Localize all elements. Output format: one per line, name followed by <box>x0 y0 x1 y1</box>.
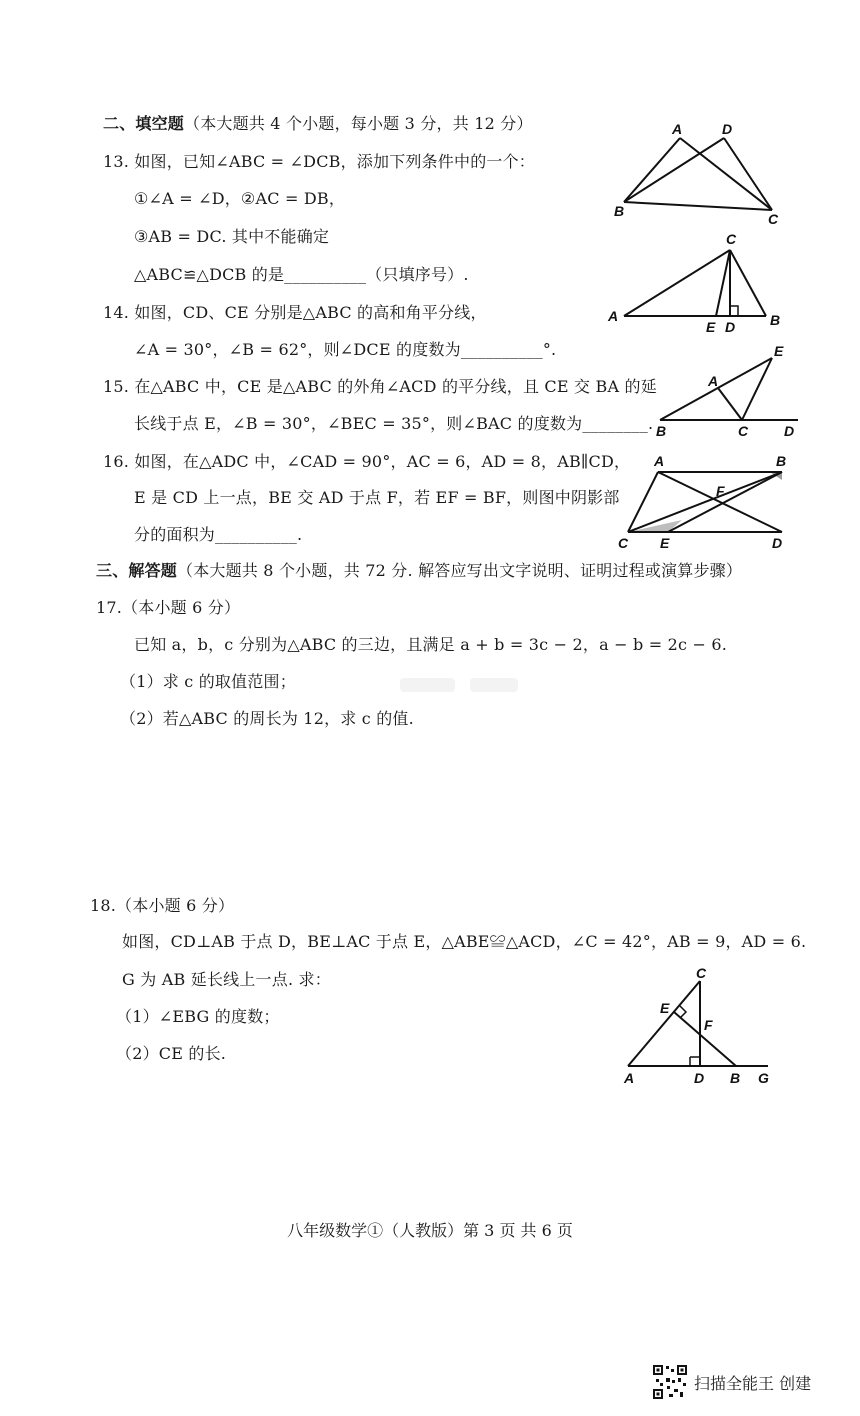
q18-stem-2: G 为 AB 延长线上一点. 求： <box>122 970 331 989</box>
qr-code-icon <box>652 1364 688 1400</box>
q17-title: 17.（本小题 6 分） <box>96 598 241 617</box>
scanner-watermark <box>652 1364 811 1400</box>
fig16-label: F <box>716 483 725 499</box>
fig16-label: A <box>654 453 665 469</box>
q16-line-3: 分的面积为__________. <box>134 525 303 544</box>
q17-stem: 已知 a，b，c 分别为△ABC 的三边，且满足 a + b = 3c − 2，a − b = 2c − 6. <box>134 635 728 654</box>
q18-part-2: （2）CE 的长. <box>116 1044 227 1063</box>
fig18-label: G <box>758 1070 769 1086</box>
q18-title: 18.（本小题 6 分） <box>90 896 235 915</box>
q15-line-1: 15. 在△ABC 中，CE 是△ABC 的外角∠ACD 的平分线，且 CE 交 BA 的延 <box>103 377 657 396</box>
figure-q15 <box>650 342 800 442</box>
q17-part-2: （2）若△ABC 的周长为 12，求 c 的值. <box>120 709 414 728</box>
q13-line-4: △ABC≌△DCB 的是__________（只填序号）. <box>134 265 469 284</box>
figure-q14 <box>604 228 789 338</box>
fig16-label: C <box>618 535 629 551</box>
q14-line-1: 14. 如图，CD、CE 分别是△ABC 的高和角平分线， <box>103 303 487 322</box>
q13-line-3: ③AB = DC. 其中不能确定 <box>134 227 330 246</box>
q13-line-1: 13. 如图，已知∠ABC = ∠DCB，添加下列条件中的一个： <box>103 152 536 171</box>
fig18-label: A <box>624 1070 635 1086</box>
fig18-label: E <box>660 1000 670 1016</box>
fig13-label: D <box>722 121 733 137</box>
section-note: （本大题共 4 个小题，每小题 3 分，共 12 分） <box>184 114 533 133</box>
fig14-label: A <box>608 308 619 324</box>
section-heading-fill-blank <box>103 113 533 135</box>
scanner-label: 扫描全能王 创建 <box>694 1373 812 1393</box>
q16-line-1: 16. 如图，在△ADC 中，∠CAD = 90°，AC = 6，AD = 8，AB∥CD， <box>103 452 631 471</box>
fig15-label: A <box>708 373 719 389</box>
fig13-label: C <box>768 211 779 227</box>
fig13-label: B <box>614 203 625 219</box>
fig16-label: D <box>772 535 783 551</box>
q18-part-1: （1）∠EBG 的度数； <box>116 1007 280 1026</box>
fig18-label: D <box>694 1070 705 1086</box>
q18-stem: 如图，CD⊥AB 于点 D，BE⊥AC 于点 E，△ABE≌△ACD，∠C = 42°，AB = 9，AD = 6. <box>122 932 807 951</box>
scan-smudge <box>400 678 455 692</box>
figure-q13 <box>612 118 787 230</box>
fig14-label: D <box>725 319 736 335</box>
q13-line-2: ①∠A = ∠D，②AC = DB， <box>134 189 346 208</box>
q17-part-1: （1）求 c 的取值范围； <box>120 672 296 691</box>
fig15-label: E <box>774 343 784 359</box>
fig16-label: B <box>776 453 787 469</box>
fig14-label: B <box>770 312 781 328</box>
fig15-label: D <box>784 423 795 439</box>
q15-line-2: 长线于点 E，∠B = 30°，∠BEC = 35°，则∠BAC 的度数为________. <box>134 414 654 433</box>
figure-q16 <box>612 450 792 555</box>
section-title: 三、解答题 <box>96 561 178 580</box>
q14-line-2: ∠A = 30°，∠B = 62°，则∠DCE 的度数为__________°. <box>134 340 557 359</box>
fig18-label: F <box>704 1017 713 1033</box>
section-title: 二、填空题 <box>103 114 185 133</box>
fig14-label: E <box>706 319 716 335</box>
fig16-label: E <box>660 535 670 551</box>
fig18-label: B <box>730 1070 741 1086</box>
q16-line-2: E 是 CD 上一点，BE 交 AD 于点 F，若 EF = BF，则图中阴影部 <box>134 488 620 507</box>
page-footer: 八年级数学①（人教版）第 3 页 共 6 页 <box>287 1221 573 1240</box>
fig14-label: C <box>726 231 737 247</box>
section-heading-solutions <box>96 560 742 582</box>
fig15-label: C <box>738 423 749 439</box>
fig18-label: C <box>696 965 707 981</box>
fig15-label: B <box>656 423 667 439</box>
section-note: （本大题共 8 个小题，共 72 分. 解答应写出文字说明、证明过程或演算步骤） <box>177 561 743 580</box>
scan-smudge <box>470 678 518 692</box>
figure-q18 <box>620 963 780 1088</box>
fig13-label: A <box>672 121 683 137</box>
